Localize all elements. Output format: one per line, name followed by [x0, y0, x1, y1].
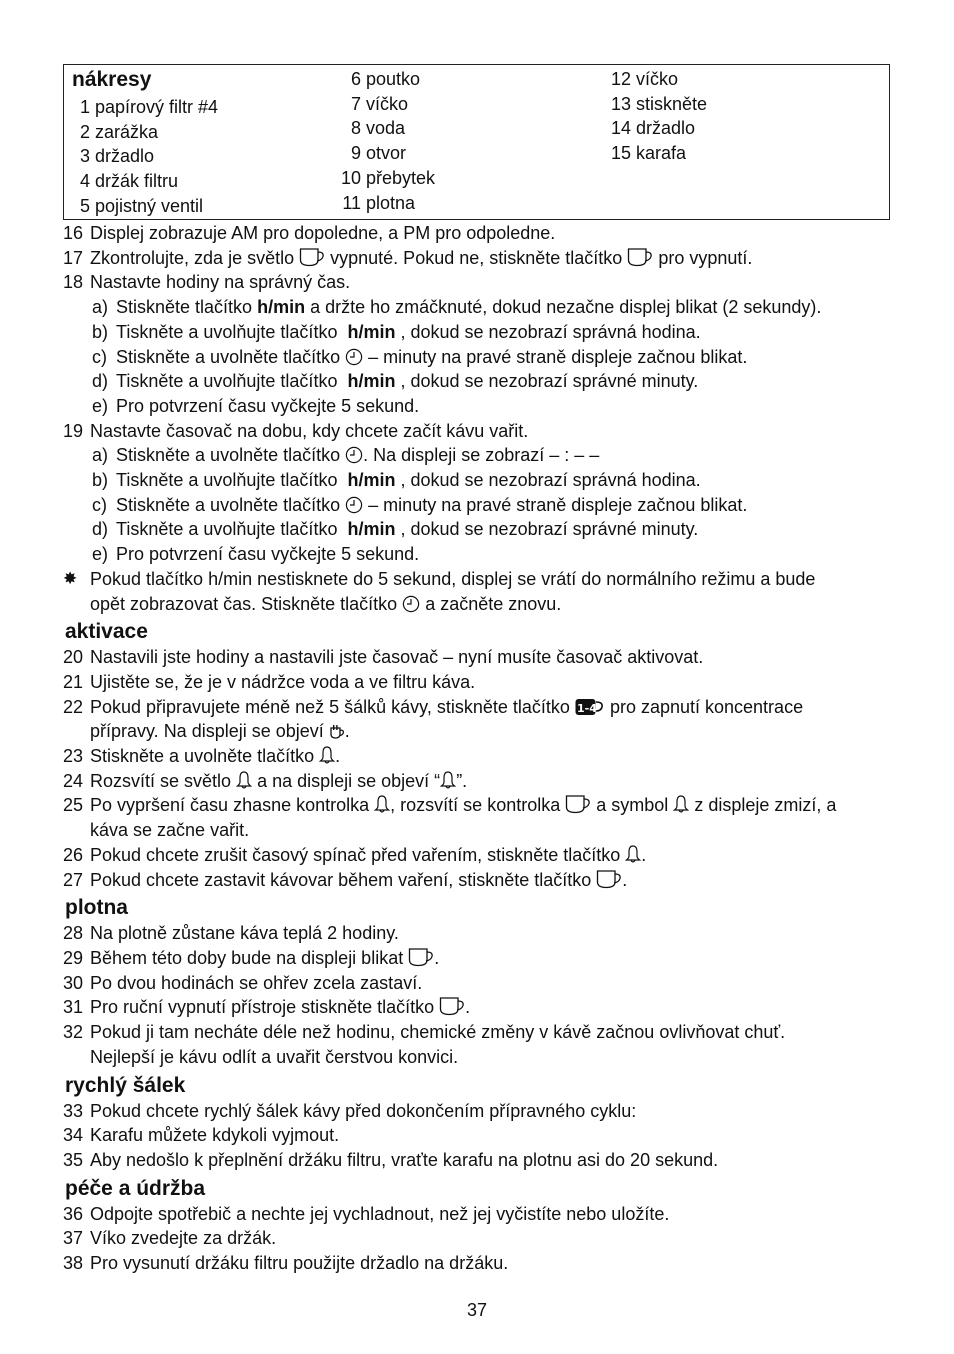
bell-icon [440, 770, 456, 790]
step-34: 34 Karafu můžete kdykoli vyjmout. [63, 1125, 340, 1146]
part-item: 8 voda [350, 118, 406, 139]
bell-icon [374, 794, 390, 814]
step-18d: d) Tiskněte a uvolňujte tlačítko h/min , dokud se nezobrazí správné minuty. [92, 371, 699, 392]
part-item: 9 otvor [350, 143, 407, 164]
step-19: 19 Nastavte časovač na dobu, kdy chcete začít kávu vařit. [63, 420, 529, 441]
part-item: 15 karafa [610, 143, 687, 164]
step-21: 21 Ujistěte se, že je v nádržce voda a ve filtru káva. [63, 671, 476, 692]
strength-small-icon [329, 724, 345, 740]
drawings-title: nákresy [72, 68, 152, 91]
cup-icon [627, 247, 653, 267]
step-16: 16 Displej zobrazuje AM pro dopoledne, a PM pro odpoledne. [63, 223, 556, 243]
clock-icon [345, 446, 363, 464]
step-35: 35 Aby nedošlo k přeplnění držáku filtru, vraťte karafu na plotnu asi do 20 sekund. [63, 1149, 719, 1170]
part-item: 10 přebytek [340, 167, 436, 188]
step-18e: e) Pro potvrzení času vyčkejte 5 sekund. [92, 395, 420, 416]
strength-icon [575, 698, 605, 716]
step-19c: c) Stiskněte a uvolněte tlačítko – minuty na pravé straně displeje začnou blikat. [92, 494, 748, 515]
part-item: 13 stiskněte [610, 93, 708, 114]
step-18a: a) Stiskněte tlačítko h/min a držte ho zmáčknuté, dokud nezačne displej blikat (2 sekundy). [92, 297, 822, 318]
bell-icon [625, 844, 641, 864]
step-18: 18 Nastavte hodiny na správný čas. [63, 272, 351, 293]
parts-column-1 [78, 95, 218, 219]
instructions [63, 221, 893, 1276]
step-33: 33 Pokud chcete rychlý šálek kávy před dokončením přípravného cyklu: [63, 1100, 637, 1121]
part-item: 1 papírový filtr #4 [79, 97, 219, 117]
step-31: 31 Pro ruční vypnutí přístroje stiskněte tlačítko . [63, 997, 471, 1018]
bell-icon [236, 770, 252, 790]
bell-icon [319, 745, 335, 765]
drawings-legend-box [63, 64, 890, 220]
step-37: 37 Víko zvedejte za držák. [63, 1228, 277, 1249]
bell-icon [673, 794, 689, 814]
part-item: 3 držadlo [79, 146, 155, 167]
note-timeout: ✸ Pokud tlačítko h/min nestisknete do 5 sekund, displej se vrátí do normálního režimu a bude opět zobrazovat čas. Stiskněte tlačítko a začněte znovu. [63, 568, 816, 614]
step-20: 20 Nastavili jste hodiny a nastavili jste časovač – nyní musíte časovač aktivovat. [63, 647, 704, 668]
section-heading-pece-a-udrzba: péče a údržba [65, 1176, 206, 1200]
cup-icon [408, 947, 434, 967]
step-27: 27 Pokud chcete zastavit kávovar během vaření, stiskněte tlačítko . [63, 869, 628, 890]
clock-icon [345, 496, 363, 514]
step-32: 32 Pokud ji tam necháte déle než hodinu, chemické změny v kávě začnou ovlivňovat chuť. Nejlepší je kávu odlít a uvařit čerstvou konvici. [63, 1022, 786, 1067]
section-heading-rychly-salek: rychlý šálek [65, 1073, 186, 1097]
star-note-icon: ✸ [63, 568, 78, 588]
step-36: 36 Odpojte spotřebič a nechte jej vychladnout, než jej vyčistíte nebo uložíte. [63, 1203, 670, 1224]
step-19a: a) Stiskněte a uvolněte tlačítko . Na displeji se zobrazí – : – – [92, 445, 600, 466]
step-19b: b) Tiskněte a uvolňujte tlačítko h/min , dokud se nezobrazí správná hodina. [92, 470, 701, 491]
cup-icon [596, 869, 622, 889]
step-23: 23 Stiskněte a uvolněte tlačítko . [63, 746, 341, 767]
svg-text:1-4: 1-4 [576, 701, 597, 715]
step-26: 26 Pokud chcete zrušit časový spínač před vařením, stiskněte tlačítko . [63, 844, 647, 865]
step-30: 30 Po dvou hodinách se ohřev zcela zastaví. [63, 972, 423, 993]
step-22: 22 Pokud připravujete méně než 5 šálků kávy, stiskněte tlačítko 1-4 pro zapnutí koncentrace přípravy. Na displeji se objeví . [63, 696, 804, 742]
section-heading-aktivace: aktivace [65, 620, 148, 644]
part-item: 7 víčko [350, 93, 409, 114]
part-item: 5 pojistný ventil [79, 195, 204, 216]
parts-column-3 [609, 67, 707, 166]
parts-column-2 [339, 67, 435, 215]
step-28: 28 Na plotně zůstane káva teplá 2 hodiny. [63, 923, 399, 944]
step-29: 29 Během této doby bude na displeji blikat . [63, 947, 440, 968]
part-item: 6 poutko [350, 69, 421, 89]
step-25: 25 Po vypršení času zhasne kontrolka , rozsvítí se kontrolka a symbol z displeje zmizí, a káva se začne vařit. [63, 795, 837, 841]
step-18b: b) Tiskněte a uvolňujte tlačítko h/min , dokud se nezobrazí správná hodina. [92, 321, 701, 342]
part-item: 11 plotna [342, 192, 416, 213]
step-19e: e) Pro potvrzení času vyčkejte 5 sekund. [92, 544, 420, 565]
step-18c: c) Stiskněte a uvolněte tlačítko – minuty na pravé straně displeje začnou blikat. [92, 346, 748, 367]
section-heading-plotna: plotna [65, 896, 128, 920]
step-24: 24 Rozsvítí se světlo a na displeji se objeví “ ”. [63, 770, 468, 791]
part-item: 12 víčko [610, 69, 679, 89]
clock-icon [345, 348, 363, 366]
page-number: 37 [466, 1300, 488, 1320]
step-38: 38 Pro vysunutí držáku filtru použijte držadlo na držáku. [63, 1253, 509, 1274]
cup-icon [565, 794, 591, 814]
part-item: 14 držadlo [610, 118, 696, 139]
cup-icon [439, 996, 465, 1016]
step-19d: d) Tiskněte a uvolňujte tlačítko h/min , dokud se nezobrazí správné minuty. [92, 519, 699, 540]
cup-icon [299, 247, 325, 267]
clock-icon [402, 595, 420, 613]
part-item: 4 držák filtru [79, 171, 179, 192]
step-17: 17 Zkontrolujte, zda je světlo vypnuté. Pokud ne, stiskněte tlačítko pro vypnutí. [63, 247, 753, 268]
part-item: 2 zarážka [79, 121, 159, 142]
